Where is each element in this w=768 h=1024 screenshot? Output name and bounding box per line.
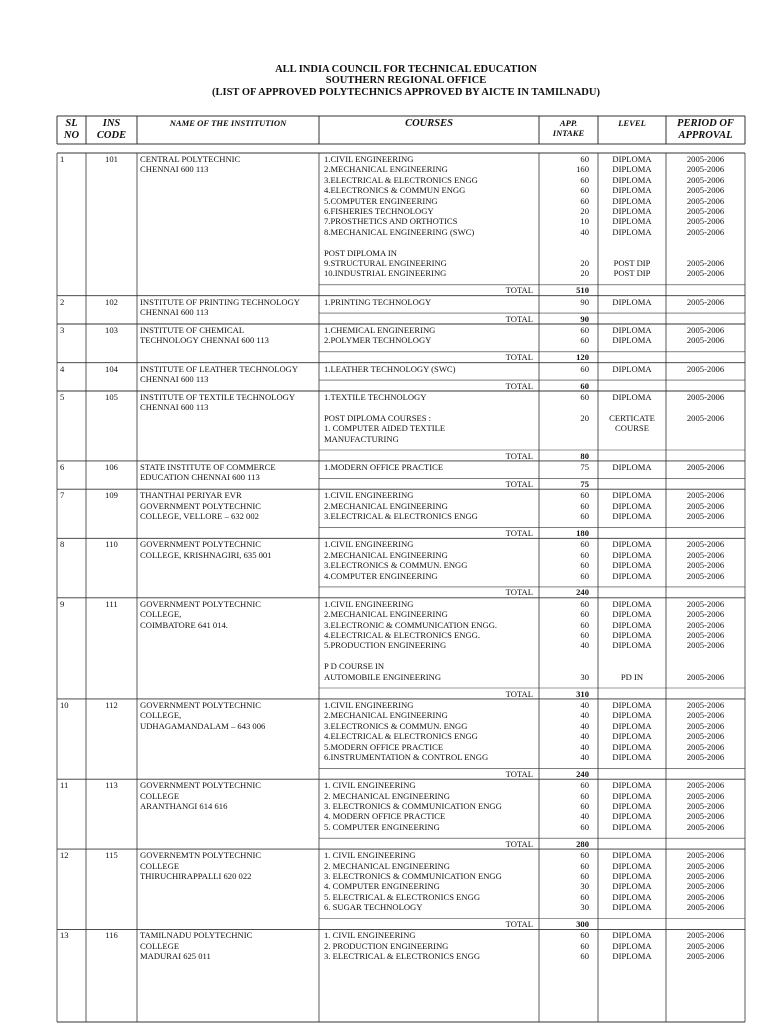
approval-period: 2005-2006: [686, 619, 725, 630]
course-level: DIPLOMA: [612, 363, 652, 374]
header-app-intake: APP. INTAKE: [552, 118, 585, 138]
course-level: DIPLOMA: [612, 216, 652, 227]
course-level: DIPLOMA: [612, 811, 652, 822]
course-name: 4. MODERN OFFICE PRACTICE: [324, 811, 446, 822]
course-level: DIPLOMA: [612, 881, 652, 892]
course-level: DIPLOMA: [612, 930, 652, 941]
app-intake: 60: [580, 940, 589, 951]
course-name: 1.TEXTILE TECHNOLOGY: [324, 392, 427, 402]
course-level: DIPLOMA: [612, 154, 652, 164]
app-intake: 90: [580, 296, 589, 307]
course-name: P D COURSE IN: [324, 661, 385, 672]
app-intake: 60: [580, 891, 589, 902]
app-intake: 30: [580, 881, 589, 892]
institution-name-line: GOVERNMENT POLYTECHNIC: [140, 500, 261, 511]
app-intake: 60: [580, 325, 589, 335]
course-name: MANUFACTURING: [324, 433, 399, 444]
approval-period: 2005-2006: [686, 731, 725, 742]
course-level: DIPLOMA: [612, 860, 652, 871]
total-intake: 75: [580, 478, 589, 489]
course-name: 2.POLYMER TECHNOLOGY: [324, 335, 432, 346]
approval-period: 2005-2006: [686, 570, 725, 581]
course-level: DIPLOMA: [612, 891, 652, 902]
course-name: POST DIPLOMA COURSES :: [324, 412, 432, 423]
course-name: 1.LEATHER TECHNOLOGY (SWC): [324, 363, 456, 374]
header-level: LEVEL: [618, 118, 646, 128]
app-intake: 60: [580, 860, 589, 871]
approval-period: 2005-2006: [686, 811, 725, 822]
course-level: DIPLOMA: [612, 195, 652, 206]
course-name: 3. ELECTRICAL & ELECTRONICS ENGG: [324, 951, 481, 962]
course-level: DIPLOMA: [612, 511, 652, 521]
course-name: 5.MODERN OFFICE PRACTICE: [324, 741, 444, 752]
doc-title-list: (LIST OF APPROVED POLYTECHNICS APPROVED BY AICTE IN TAMILNADU): [212, 87, 600, 98]
approval-period: 2005-2006: [686, 751, 725, 762]
ins-code: 113: [105, 780, 118, 791]
course-name: 1.CIVIL ENGINEERING: [324, 154, 414, 164]
course-level: DIPLOMA: [612, 720, 652, 731]
institution-name-line: COLLEGE: [140, 940, 180, 951]
approval-period: 2005-2006: [686, 325, 725, 335]
total-label: TOTAL: [505, 768, 533, 779]
approval-period: 2005-2006: [686, 699, 725, 710]
course-level: DIPLOMA: [612, 549, 652, 560]
app-intake: 60: [580, 549, 589, 560]
approval-period: 2005-2006: [686, 951, 725, 962]
institution-name-line: CHENNAI 600 113: [140, 402, 209, 413]
institution-name-line: INSTITUTE OF LEATHER TECHNOLOGY: [140, 363, 299, 374]
institution-name-line: THANTHAI PERIYAR EVR: [140, 490, 242, 501]
total-label: TOTAL: [505, 838, 533, 849]
total-label: TOTAL: [505, 919, 533, 929]
total-label: TOTAL: [505, 527, 533, 538]
approval-period: 2005-2006: [686, 940, 725, 951]
institution-name-line: TAMILNADU POLYTECHNIC: [140, 930, 253, 941]
ins-code: 111: [105, 598, 118, 609]
app-intake: 60: [580, 392, 589, 402]
approval-period: 2005-2006: [686, 881, 725, 892]
ins-code: 101: [105, 154, 118, 164]
ins-code: 116: [105, 930, 118, 941]
course-name: 3.ELECTRONICS & COMMUN. ENGG: [324, 720, 468, 731]
total-intake: 90: [580, 313, 589, 324]
approval-period: 2005-2006: [686, 549, 725, 560]
course-name: 2.MECHANICAL ENGINEERING: [324, 549, 448, 560]
app-intake: 60: [580, 780, 589, 791]
app-intake: 60: [580, 154, 589, 164]
course-name: 3.ELECTRICAL & ELECTRONICS ENGG: [324, 174, 478, 185]
course-level: DIPLOMA: [612, 325, 652, 335]
ins-code: 104: [105, 363, 118, 374]
app-intake: 60: [580, 174, 589, 185]
app-intake: 30: [580, 902, 589, 913]
institution-name-line: MADURAI 625 011: [140, 951, 211, 962]
course-name: 1.MODERN OFFICE PRACTICE: [324, 461, 444, 472]
institution-name-line: COLLEGE, VELLORE – 632 002: [140, 511, 259, 521]
course-name: 10.INDUSTRIAL ENGINEERING: [324, 268, 447, 279]
approval-period: 2005-2006: [686, 335, 725, 346]
app-intake: 60: [580, 539, 589, 550]
approval-period: 2005-2006: [686, 174, 725, 185]
course-name: 7.PROSTHETICS AND ORTHOTICS: [324, 216, 458, 227]
approval-period: 2005-2006: [686, 741, 725, 752]
app-intake: 40: [580, 811, 589, 822]
course-name: 1. CIVIL ENGINEERING: [324, 850, 416, 861]
course-level: DIPLOMA: [612, 630, 652, 640]
approval-period: 2005-2006: [686, 461, 725, 472]
ins-code: 105: [105, 392, 118, 402]
institution-name-line: COLLEGE,: [140, 710, 182, 721]
sl-number: 11: [60, 780, 69, 791]
institution-name-line: COLLEGE, KRISHNAGIRI, 635 001: [140, 549, 272, 560]
course-level: DIPLOMA: [612, 226, 652, 237]
course-level: DIPLOMA: [612, 699, 652, 710]
course-name: 6. SUGAR TECHNOLOGY: [324, 902, 423, 913]
total-label: TOTAL: [505, 313, 533, 324]
app-intake: 20: [580, 412, 589, 423]
approval-period: 2005-2006: [686, 206, 725, 216]
approval-period: 2005-2006: [686, 392, 725, 402]
app-intake: 10: [580, 216, 589, 227]
sl-number: 9: [60, 598, 65, 609]
course-level: DIPLOMA: [612, 609, 652, 620]
institution-name-line: CENTRAL POLYTECHNIC: [140, 154, 241, 164]
institution-name-line: GOVERNMENT POLYTECHNIC: [140, 598, 261, 609]
approval-period: 2005-2006: [686, 850, 725, 861]
app-intake: 40: [580, 226, 589, 237]
course-name: 4.ELECTRICAL & ELECTRONICS ENGG: [324, 731, 478, 742]
approval-period: 2005-2006: [686, 185, 725, 196]
course-name: 1. CIVIL ENGINEERING: [324, 930, 416, 941]
course-name: 1. COMPUTER AIDED TEXTILE: [324, 423, 446, 434]
approval-period: 2005-2006: [686, 930, 725, 941]
course-level: DIPLOMA: [612, 850, 652, 861]
approval-period: 2005-2006: [686, 710, 725, 721]
header-sl-no: SL NO: [63, 118, 80, 141]
sl-number: 7: [60, 490, 65, 501]
app-intake: 60: [580, 490, 589, 501]
app-intake: 60: [580, 598, 589, 609]
app-intake: 60: [580, 185, 589, 196]
course-level: DIPLOMA: [612, 560, 652, 571]
approval-period: 2005-2006: [686, 490, 725, 501]
institution-name-line: COLLEGE: [140, 860, 180, 871]
course-name: 4.ELECTRONICS & COMMUN ENGG: [324, 185, 466, 196]
app-intake: 60: [580, 570, 589, 581]
course-name: 3.ELECTRONICS & COMMUN. ENGG: [324, 560, 468, 571]
course-name: POST DIPLOMA IN: [324, 247, 397, 258]
course-level: DIPLOMA: [612, 951, 652, 962]
course-level: DIPLOMA: [612, 940, 652, 951]
course-name: 2.MECHANICAL ENGINEERING: [324, 609, 448, 620]
total-label: TOTAL: [505, 380, 533, 391]
institution-name-line: INSTITUTE OF TEXTILE TECHNOLOGY: [140, 392, 296, 402]
total-intake: 310: [576, 688, 589, 699]
total-intake: 180: [576, 527, 589, 538]
institution-name-line: GOVERNMENT POLYTECHNIC: [140, 780, 261, 791]
approval-period: 2005-2006: [686, 630, 725, 640]
total-intake: 240: [576, 768, 589, 779]
course-level: COURSE: [615, 423, 649, 434]
institution-name-line: CHENNAI 600 113: [140, 164, 209, 175]
header-period-of-approval: PERIOD OF APPROVAL: [677, 118, 734, 141]
approval-period: 2005-2006: [686, 296, 725, 307]
course-name: 3.ELECTRICAL & ELECTRONICS ENGG: [324, 511, 478, 521]
course-name: 2. MECHANICAL ENGINEERING: [324, 860, 450, 871]
institution-name-line: STATE INSTITUTE OF COMMERCE: [140, 461, 276, 472]
sl-number: 12: [60, 850, 69, 861]
course-name: 1. CIVIL ENGINEERING: [324, 780, 416, 791]
sl-number: 6: [60, 461, 65, 472]
approval-period: 2005-2006: [686, 539, 725, 550]
sl-number: 10: [60, 699, 69, 710]
approval-period: 2005-2006: [686, 671, 725, 682]
app-intake: 60: [580, 801, 589, 811]
doc-title-council: ALL INDIA COUNCIL FOR TECHNICAL EDUCATION: [275, 64, 537, 75]
course-name: 4.COMPUTER ENGINEERING: [324, 570, 438, 581]
app-intake: 20: [580, 258, 589, 268]
course-level: DIPLOMA: [612, 710, 652, 721]
course-name: 5.COMPUTER ENGINEERING: [324, 195, 438, 206]
approval-period: 2005-2006: [686, 598, 725, 609]
institution-name-line: EDUCATION CHENNAI 600 113: [140, 472, 260, 483]
course-level: DIPLOMA: [612, 392, 652, 402]
approval-period: 2005-2006: [686, 720, 725, 731]
app-intake: 60: [580, 363, 589, 374]
app-intake: 60: [580, 850, 589, 861]
approval-period: 2005-2006: [686, 560, 725, 571]
institution-name-line: ARANTHANGI 614 616: [140, 801, 228, 811]
institution-name-line: UDHAGAMANDALAM – 643 006: [140, 720, 266, 731]
app-intake: 40: [580, 710, 589, 721]
course-level: DIPLOMA: [612, 902, 652, 913]
course-name: 3.ELECTRONIC & COMMUNICATION ENGG.: [324, 619, 498, 630]
app-intake: 20: [580, 268, 589, 279]
app-intake: 60: [580, 951, 589, 962]
course-name: 6.INSTRUMENTATION & CONTROL ENGG: [324, 751, 489, 762]
course-level: DIPLOMA: [612, 185, 652, 196]
course-level: DIPLOMA: [612, 570, 652, 581]
approval-period: 2005-2006: [686, 500, 725, 511]
course-level: PD IN: [620, 671, 644, 682]
total-intake: 280: [576, 838, 589, 849]
course-level: POST DIP: [613, 258, 651, 268]
approval-period: 2005-2006: [686, 226, 725, 237]
doc-title-office: SOUTHERN REGIONAL OFFICE: [325, 75, 487, 86]
course-level: DIPLOMA: [612, 870, 652, 881]
header-courses: COURSES: [405, 118, 453, 129]
app-intake: 30: [580, 671, 589, 682]
app-intake: 40: [580, 751, 589, 762]
app-intake: 60: [580, 790, 589, 801]
institution-name-line: COLLEGE: [140, 790, 180, 801]
ins-code: 109: [105, 490, 118, 501]
course-name: 3. ELECTRONICS & COMMUNICATION ENGG: [324, 801, 502, 811]
course-name: 1.CIVIL ENGINEERING: [324, 490, 414, 501]
total-intake: 120: [576, 352, 589, 363]
approval-period: 2005-2006: [686, 902, 725, 913]
approval-period: 2005-2006: [686, 790, 725, 801]
course-name: 2. PRODUCTION ENGINEERING: [324, 940, 449, 951]
course-name: AUTOMOBILE ENGINEERING: [324, 671, 442, 682]
course-level: CERTICATE: [609, 412, 655, 423]
approval-period: 2005-2006: [686, 870, 725, 881]
app-intake: 60: [580, 335, 589, 346]
approval-period: 2005-2006: [686, 891, 725, 902]
course-level: DIPLOMA: [612, 790, 652, 801]
course-level: DIPLOMA: [612, 490, 652, 501]
sl-number: 5: [60, 392, 65, 402]
course-name: 6.FISHERIES TECHNOLOGY: [324, 206, 434, 216]
course-name: 1.CIVIL ENGINEERING: [324, 539, 414, 550]
ins-code: 115: [105, 850, 118, 861]
total-intake: 300: [576, 919, 589, 929]
total-intake: 60: [580, 380, 589, 391]
course-level: DIPLOMA: [612, 619, 652, 630]
app-intake: 60: [580, 930, 589, 941]
app-intake: 160: [576, 164, 589, 175]
app-intake: 60: [580, 609, 589, 620]
total-intake: 80: [580, 450, 589, 461]
course-level: DIPLOMA: [612, 335, 652, 346]
app-intake: 60: [580, 821, 589, 832]
total-label: TOTAL: [505, 478, 533, 489]
course-name: 4.ELECTRICAL & ELECTRONICS ENGG.: [324, 630, 481, 640]
course-level: DIPLOMA: [612, 296, 652, 307]
institution-name-line: GOVERNEMTN POLYTECHNIC: [140, 850, 262, 861]
app-intake: 40: [580, 720, 589, 731]
total-intake: 510: [576, 285, 589, 296]
course-level: DIPLOMA: [612, 461, 652, 472]
course-name: 2.MECHANICAL ENGINEERING: [324, 710, 448, 721]
institution-name-line: INSTITUTE OF PRINTING TECHNOLOGY: [140, 296, 301, 307]
institution-name-line: TECHNOLOGY CHENNAI 600 113: [140, 335, 269, 346]
approval-period: 2005-2006: [686, 164, 725, 175]
course-name: 5. ELECTRICAL & ELECTRONICS ENGG: [324, 891, 481, 902]
header-institution-name: NAME OF THE INSTITUTION: [169, 118, 287, 128]
course-name: 2. MECHANICAL ENGINEERING: [324, 790, 450, 801]
app-intake: 75: [580, 461, 589, 472]
institution-name-line: CHENNAI 600 113: [140, 374, 209, 385]
course-level: DIPLOMA: [612, 780, 652, 791]
ins-code: 103: [105, 325, 118, 335]
approval-period: 2005-2006: [686, 268, 725, 279]
app-intake: 60: [580, 870, 589, 881]
app-intake: 60: [580, 195, 589, 206]
institution-name-line: COLLEGE,: [140, 609, 182, 620]
course-name: 1.PRINTING TECHNOLOGY: [324, 296, 432, 307]
sl-number: 2: [60, 296, 65, 307]
course-name: 1.CIVIL ENGINEERING: [324, 699, 414, 710]
course-level: DIPLOMA: [612, 741, 652, 752]
approval-period: 2005-2006: [686, 258, 725, 268]
total-label: TOTAL: [505, 587, 533, 598]
institution-name-line: GOVERNMENT POLYTECHNIC: [140, 539, 261, 550]
total-label: TOTAL: [505, 688, 533, 699]
app-intake: 60: [580, 619, 589, 630]
app-intake: 40: [580, 741, 589, 752]
app-intake: 40: [580, 731, 589, 742]
course-name: 1.CIVIL ENGINEERING: [324, 598, 414, 609]
course-name: 4. COMPUTER ENGINEERING: [324, 881, 440, 892]
app-intake: 40: [580, 640, 589, 651]
institution-name-line: COIMBATORE 641 014.: [140, 619, 228, 630]
total-label: TOTAL: [505, 450, 533, 461]
approval-period: 2005-2006: [686, 640, 725, 651]
course-level: DIPLOMA: [612, 751, 652, 762]
course-name: 5.PRODUCTION ENGINEERING: [324, 640, 447, 651]
course-level: DIPLOMA: [612, 539, 652, 550]
course-name: 3. ELECTRONICS & COMMUNICATION ENGG: [324, 870, 502, 881]
institution-name-line: CHENNAI 600 113: [140, 307, 209, 318]
total-label: TOTAL: [505, 352, 533, 363]
total-label: TOTAL: [505, 285, 533, 296]
course-level: DIPLOMA: [612, 640, 652, 651]
course-name: 1.CHEMICAL ENGINEERING: [324, 325, 436, 335]
course-level: DIPLOMA: [612, 206, 652, 216]
ins-code: 102: [105, 296, 118, 307]
course-name: 8.MECHANICAL ENGINEERING (SWC): [324, 226, 475, 237]
approval-period: 2005-2006: [686, 195, 725, 206]
app-intake: 60: [580, 500, 589, 511]
sl-number: 1: [60, 154, 65, 164]
sl-number: 4: [60, 363, 65, 374]
approval-period: 2005-2006: [686, 860, 725, 871]
app-intake: 40: [580, 699, 589, 710]
approval-period: 2005-2006: [686, 801, 725, 811]
institution-name-line: THIRUCHIRAPPALLI 620 022: [140, 870, 252, 881]
course-level: DIPLOMA: [612, 801, 652, 811]
app-intake: 60: [580, 560, 589, 571]
course-level: DIPLOMA: [612, 731, 652, 742]
approval-period: 2005-2006: [686, 511, 725, 521]
sl-number: 13: [60, 930, 69, 941]
course-level: DIPLOMA: [612, 598, 652, 609]
institution-name-line: INSTITUTE OF CHEMICAL: [140, 325, 245, 335]
approval-period: 2005-2006: [686, 216, 725, 227]
course-level: DIPLOMA: [612, 164, 652, 175]
app-intake: 60: [580, 511, 589, 521]
approval-period: 2005-2006: [686, 363, 725, 374]
ins-code: 112: [105, 699, 118, 710]
header-ins-code: INS CODE: [96, 118, 127, 141]
course-level: POST DIP: [613, 268, 651, 279]
ins-code: 110: [105, 539, 118, 550]
approval-period: 2005-2006: [686, 154, 725, 164]
course-level: DIPLOMA: [612, 174, 652, 185]
course-name: 2.MECHANICAL ENGINEERING: [324, 164, 448, 175]
course-name: 5. COMPUTER ENGINEERING: [324, 821, 440, 832]
institution-name-line: GOVERNMENT POLYTECHNIC: [140, 699, 261, 710]
approval-period: 2005-2006: [686, 609, 725, 620]
approval-period: 2005-2006: [686, 821, 725, 832]
course-level: DIPLOMA: [612, 821, 652, 832]
sl-number: 3: [60, 325, 65, 335]
total-intake: 240: [576, 587, 589, 598]
course-name: 9.STRUCTURAL ENGINEERING: [324, 258, 447, 268]
approval-period: 2005-2006: [686, 412, 725, 423]
approval-period: 2005-2006: [686, 780, 725, 791]
course-level: DIPLOMA: [612, 500, 652, 511]
ins-code: 106: [105, 461, 118, 472]
app-intake: 20: [580, 206, 589, 216]
course-name: 2.MECHANICAL ENGINEERING: [324, 500, 448, 511]
app-intake: 60: [580, 630, 589, 640]
sl-number: 8: [60, 539, 65, 550]
